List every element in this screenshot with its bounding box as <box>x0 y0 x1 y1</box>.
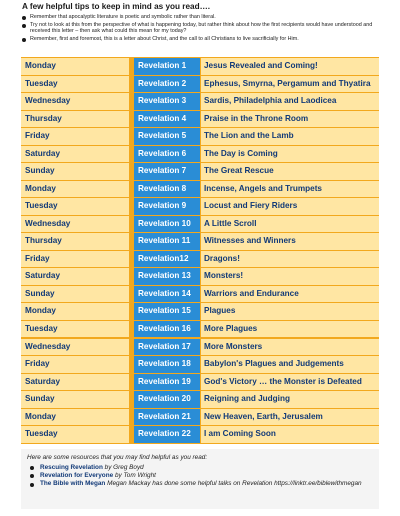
chapter-cell: Revelation 11 <box>134 233 200 250</box>
schedule-row <box>21 391 379 408</box>
chapter-cell: Revelation 9 <box>134 198 200 215</box>
schedule-row <box>21 58 379 75</box>
chapter-cell: Revelation 1 <box>134 58 200 75</box>
chapter-cell: Revelation 22 <box>134 426 200 443</box>
title-cell: Incense, Angels and Trumpets <box>201 181 379 198</box>
day-cell: Sunday <box>21 391 129 408</box>
tip-text: Remember, first and foremost, this is a letter about Christ, and the call to all Christians to live sacrificially for Him. <box>30 36 299 43</box>
chapter-cell: Revelation 5 <box>134 128 200 145</box>
schedule-row <box>21 111 379 128</box>
chapter-cell: Revelation 14 <box>134 286 200 303</box>
bullet-icon <box>22 38 26 42</box>
title-cell: The Great Rescue <box>201 163 379 180</box>
schedule-row <box>21 251 379 268</box>
resources-intro: Here are some resources that you may find helpful as you read: <box>27 454 208 461</box>
chapter-cell: Revelation 17 <box>134 339 200 356</box>
title-cell: Locust and Fiery Riders <box>201 198 379 215</box>
resource-description: by Tom Wright <box>114 472 156 480</box>
title-cell: Praise in the Throne Room <box>201 111 379 128</box>
schedule-row <box>21 128 379 145</box>
schedule-row <box>21 198 379 215</box>
bullet-icon <box>22 16 26 20</box>
day-cell: Tuesday <box>21 321 129 338</box>
resource-description: by Greg Boyd <box>104 464 144 471</box>
title-cell: More Plagues <box>201 321 379 338</box>
tip-item <box>22 22 382 35</box>
schedule-row <box>21 233 379 250</box>
title-cell: Witnesses and Winners <box>201 233 379 250</box>
title-cell: More Monsters <box>201 339 379 356</box>
day-cell: Tuesday <box>21 426 129 443</box>
title-cell: God's Victory … the Monster is Defeated <box>201 374 379 391</box>
title-cell: New Heaven, Earth, Jerusalem <box>201 409 379 426</box>
title-cell: Babylon's Plagues and Judgements <box>201 356 379 373</box>
title-cell: Ephesus, Smyrna, Pergamum and Thyatira <box>201 76 379 93</box>
schedule-row <box>21 409 379 426</box>
schedule-row <box>21 181 379 198</box>
chapter-cell: Revelation 19 <box>134 374 200 391</box>
bullet-icon <box>30 474 34 478</box>
day-cell: Thursday <box>21 111 129 128</box>
day-cell: Monday <box>21 303 129 320</box>
schedule-row <box>21 339 379 356</box>
chapter-cell: Revelation 2 <box>134 76 200 93</box>
reading-schedule <box>21 57 379 444</box>
day-cell: Monday <box>21 58 129 75</box>
resources-box <box>21 449 379 509</box>
day-cell: Friday <box>21 128 129 145</box>
day-cell: Friday <box>21 251 129 268</box>
tips-heading: A few helpful tips to keep in mind as you read…. <box>22 2 211 11</box>
schedule-row <box>21 216 379 233</box>
schedule-row <box>21 146 379 163</box>
day-cell: Friday <box>21 356 129 373</box>
chapter-cell: Revelation 3 <box>134 93 200 110</box>
schedule-row <box>21 356 379 373</box>
schedule-row <box>21 303 379 320</box>
resource-description: Megan Mackay has done some helpful talks on Revelation https://linktr.ee/biblewithmegan <box>107 480 362 488</box>
reading-tips <box>22 2 382 44</box>
title-cell: Monsters! <box>201 268 379 285</box>
day-cell: Tuesday <box>21 198 129 215</box>
resource-title: Rescuing Revelation <box>40 464 103 471</box>
title-cell: Dragons! <box>201 251 379 268</box>
title-cell: Plagues <box>201 303 379 320</box>
day-cell: Monday <box>21 181 129 198</box>
resource-title: The Bible with Megan <box>40 480 106 488</box>
title-cell: The Day is Coming <box>201 146 379 163</box>
schedule-row <box>21 163 379 180</box>
bullet-icon <box>22 24 26 28</box>
day-cell: Sunday <box>21 163 129 180</box>
title-cell: A Little Scroll <box>201 216 379 233</box>
day-cell: Monday <box>21 409 129 426</box>
resource-item <box>28 472 379 480</box>
title-cell: Warriors and Endurance <box>201 286 379 303</box>
chapter-cell: Revelation 4 <box>134 111 200 128</box>
chapter-cell: Revelation 7 <box>134 163 200 180</box>
bullet-icon <box>30 483 34 487</box>
chapter-cell: Revelation 20 <box>134 391 200 408</box>
day-cell: Wednesday <box>21 93 129 110</box>
chapter-cell: Revelation 21 <box>134 409 200 426</box>
schedule-row <box>21 426 379 443</box>
schedule-row <box>21 286 379 303</box>
tip-item <box>22 14 382 20</box>
day-cell: Saturday <box>21 374 129 391</box>
day-cell: Saturday <box>21 268 129 285</box>
schedule-row <box>21 321 379 338</box>
schedule-row <box>21 76 379 93</box>
resource-item <box>28 464 379 472</box>
chapter-cell: Revelation 16 <box>134 321 200 338</box>
tip-text: Remember that apocalyptic literature is poetic and symbolic rather than literal. <box>30 14 216 20</box>
title-cell: I am Coming Soon <box>201 426 379 443</box>
chapter-cell: Revelation12 <box>134 251 200 268</box>
title-cell: Reigning and Judging <box>201 391 379 408</box>
chapter-cell: Revelation 15 <box>134 303 200 320</box>
chapter-cell: Revelation 8 <box>134 181 200 198</box>
tip-text: Try not to look at this from the perspective of what is happening today, but rather think about how the first recipients would have understood and received this letter – then ask what could this mean for my today? <box>30 22 373 35</box>
chapter-cell: Revelation 10 <box>134 216 200 233</box>
day-cell: Tuesday <box>21 76 129 93</box>
bullet-icon <box>30 466 34 470</box>
title-cell: Sardis, Philadelphia and Laodicea <box>201 93 379 110</box>
chapter-cell: Revelation 13 <box>134 268 200 285</box>
schedule-row <box>21 93 379 110</box>
title-cell: The Lion and the Lamb <box>201 128 379 145</box>
chapter-cell: Revelation 6 <box>134 146 200 163</box>
day-cell: Wednesday <box>21 216 129 233</box>
day-cell: Sunday <box>21 286 129 303</box>
resource-title: Revelation for Everyone <box>40 472 114 480</box>
resource-item <box>28 480 379 488</box>
schedule-row <box>21 268 379 285</box>
day-cell: Thursday <box>21 233 129 250</box>
chapter-cell: Revelation 18 <box>134 356 200 373</box>
schedule-row <box>21 374 379 391</box>
tip-item <box>22 36 382 42</box>
day-cell: Wednesday <box>21 339 129 356</box>
day-cell: Saturday <box>21 146 129 163</box>
title-cell: Jesus Revealed and Coming! <box>201 58 379 75</box>
